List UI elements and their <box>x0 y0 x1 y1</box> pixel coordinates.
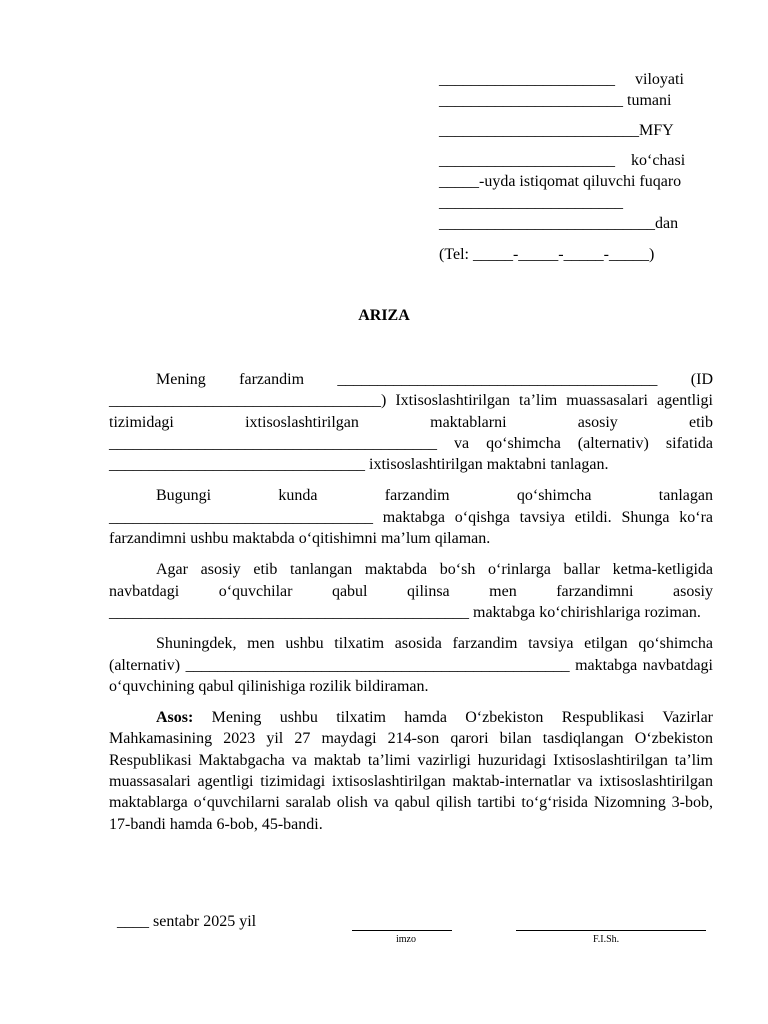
signature-caption: imzo <box>396 934 416 945</box>
header-street-line: ______________________ ko‘chasi <box>439 152 686 169</box>
paragraph-1: Mening farzandim ________________________________________ (ID __________________________________) Ixtisoslashtirilgan ta’lim muassasalari agentligi tizimidagi ixtisoslashtirilgan maktablarni asosiy etib _________________________________________ va qo‘shimcha (alternativ) sifatida ________________________________ ixtisoslashtirilgan maktabni tanlagan. <box>109 371 713 474</box>
paragraph-3: Agar asosiy etib tanlangan maktabda bo‘sh o‘rinlarga ballar ketma-ketligida navbatdagi o‘quvchilar qabul qilinsa men farzandimni asosiy _____________________________________________ maktabga ko‘chirishlariga roziman. <box>109 561 713 621</box>
date-field: ____ sentabr 2025 yil <box>117 913 257 930</box>
full-name-caption: F.I.Sh. <box>593 934 620 945</box>
signature-footer <box>0 913 768 953</box>
document-body <box>109 369 713 845</box>
header-region-line: ______________________ viloyati <box>439 71 684 88</box>
signature-line <box>352 930 452 931</box>
paragraph-2: Bugungi kunda farzandim qo‘shimcha tanlagan _________________________________ maktabga o‘qishga tavsiya etildi. Shunga ko‘ra farzandimni ushbu maktabda o‘qitishimni ma’lum qilaman. <box>109 487 713 548</box>
basis-text: Mening ushbu tilxatim hamda O‘zbekiston Respublikasi Vazirlar Mahkamasining 2023 yil 27 maydagi 214-son qarori bilan tasdiqlangan O‘zbekiston Respublikasi Maktabgacha va maktab ta’limi vazirligi huzuridagi Ixtisoslashtirilgan ta’lim muassasalari agentligi tizimidagi ixtisoslashtirilgan maktab-internatlar va ixtisoslashtirilgan maktablarga o‘quvchilarni saralab olish va qabul qilish tartibi to‘g‘risida Nizomning 3-bob, 17-bandi hamda 6-bob, 45-bandi. <box>109 709 713 833</box>
paragraph-4: Shuningdek, men ushbu tilxatim asosida farzandim tavsiya etilgan qo‘shimcha (alternativ) ________________________________________________ maktabga navbatdagi o‘quvchining qabul qilinishiga rozilik bildiraman. <box>109 635 713 695</box>
header-phone-line: (Tel: _____-_____-_____-_____) <box>439 246 655 263</box>
addressee-block <box>439 69 715 265</box>
header-from-line: ___________________________dan <box>439 215 679 232</box>
basis-label: Asos: <box>156 709 194 727</box>
header-mfy-line: _________________________MFY <box>439 122 674 139</box>
header-house-line: _____-uyda istiqomat qiluvchi fuqaro <box>439 173 682 190</box>
header-name-line: _______________________ <box>439 194 623 211</box>
full-name-line <box>516 930 706 931</box>
paragraph-5 <box>109 707 713 835</box>
header-district-line: _______________________ tumani <box>439 92 672 109</box>
document-title: ARIZA <box>358 307 410 324</box>
